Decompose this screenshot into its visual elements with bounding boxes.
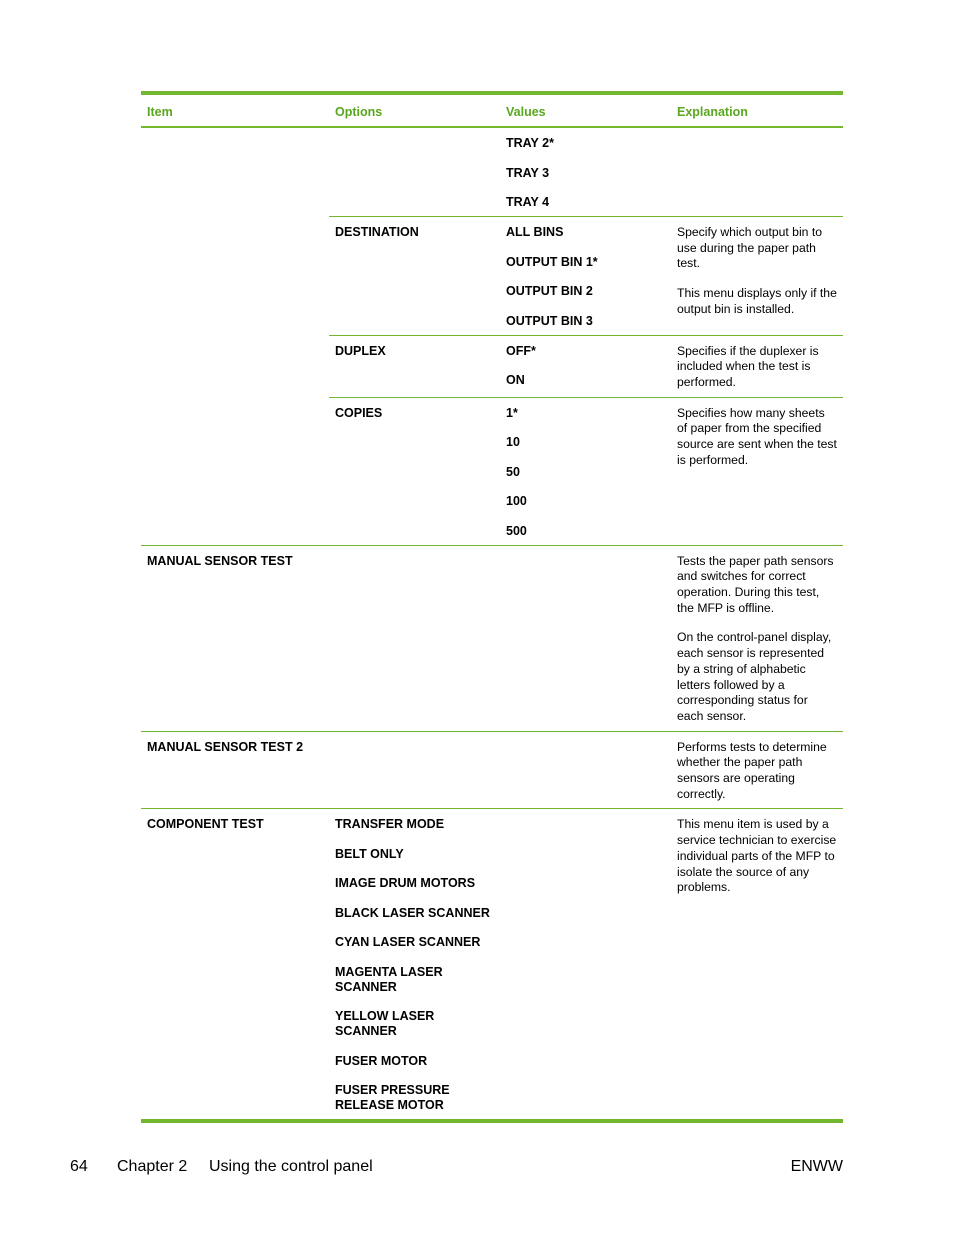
option-text: CYAN LASER SCANNER bbox=[335, 935, 481, 950]
option-text: FUSER PRESSURE RELEASE MOTOR bbox=[335, 1083, 450, 1113]
explanation-cell bbox=[671, 809, 843, 1120]
table-row bbox=[141, 731, 843, 809]
explanation-text: Tests the paper path sensors and switches for correct operation. During this test, the MFP is offline. bbox=[677, 553, 834, 615]
explanation-cell bbox=[671, 397, 843, 545]
explanation-text: This menu displays only if the output bin is installed. bbox=[677, 286, 837, 316]
explanation-text: Specify which output bin to use during the paper path test. bbox=[677, 225, 822, 271]
explanation-text: Specifies how many sheets of paper from the specified source are sent when the test is performed. bbox=[677, 405, 837, 467]
value-text: OUTPUT BIN 2 bbox=[506, 284, 593, 298]
menu-table-container bbox=[141, 91, 843, 1123]
menu-table bbox=[141, 95, 843, 1119]
option-text: TRANSFER MODE bbox=[335, 817, 445, 832]
item-cell: MANUAL SENSOR TEST 2 bbox=[141, 731, 329, 809]
explanation-cell bbox=[671, 335, 843, 397]
option-cell: DUPLEX bbox=[329, 335, 500, 397]
value-text: 50 bbox=[506, 464, 520, 479]
item-cell: COMPONENT TEST bbox=[141, 809, 329, 1120]
value-text: ON bbox=[506, 373, 525, 387]
values-cell bbox=[500, 335, 671, 397]
values-cell bbox=[500, 127, 671, 217]
table-header-row bbox=[141, 95, 843, 127]
values-cell bbox=[500, 397, 671, 545]
option-cell: DESTINATION bbox=[329, 217, 500, 336]
value-text: ALL BINS bbox=[506, 225, 564, 239]
header-explanation: Explanation bbox=[671, 95, 843, 127]
explanation-text: This menu item is used by a service technician to exercise individual parts of the MFP to isolate the source of any problems. bbox=[677, 817, 837, 895]
table-row bbox=[141, 397, 843, 545]
explanation-text: Specifies if the duplexer is included when the test is performed. bbox=[677, 343, 819, 389]
value-text: 10 bbox=[506, 435, 520, 450]
option-cell: COPIES bbox=[329, 397, 500, 545]
values-cell bbox=[500, 217, 671, 336]
table-row bbox=[141, 809, 843, 1120]
header-values: Values bbox=[500, 95, 671, 127]
brand-label: ENWW bbox=[790, 1158, 843, 1175]
value-text: TRAY 2* bbox=[506, 136, 554, 150]
value-text: TRAY 3 bbox=[506, 165, 550, 180]
chapter-title: Using the control panel bbox=[209, 1158, 373, 1175]
option-text: FUSER MOTOR bbox=[335, 1053, 428, 1068]
value-text: OFF* bbox=[506, 343, 536, 358]
table-row bbox=[141, 217, 843, 336]
explanation-cell bbox=[671, 731, 843, 809]
option-text: BLACK LASER SCANNER bbox=[335, 905, 490, 920]
header-item: Item bbox=[141, 95, 329, 127]
table-row bbox=[141, 127, 843, 217]
value-text: 500 bbox=[506, 523, 527, 538]
option-text: MAGENTA LASER SCANNER bbox=[335, 964, 443, 994]
explanation-text: On the control-panel display, each sensor is represented by a string of alphabetic letters followed by a corresponding status for each sensor. bbox=[677, 630, 832, 723]
explanation-cell bbox=[671, 545, 843, 731]
explanation-text: Performs tests to determine whether the paper path sensors are operating correctly. bbox=[677, 739, 827, 801]
value-text: OUTPUT BIN 1* bbox=[506, 254, 598, 269]
explanation-cell bbox=[671, 217, 843, 336]
value-text: 1* bbox=[506, 405, 518, 420]
header-options: Options bbox=[329, 95, 500, 127]
value-text: 100 bbox=[506, 494, 527, 509]
table-row bbox=[141, 545, 843, 731]
options-cell bbox=[329, 809, 500, 1120]
page-number: 64 bbox=[70, 1158, 88, 1175]
item-cell: MANUAL SENSOR TEST bbox=[141, 545, 329, 731]
option-text: YELLOW LASER SCANNER bbox=[335, 1009, 435, 1039]
value-text: OUTPUT BIN 3 bbox=[506, 313, 593, 328]
table-row bbox=[141, 335, 843, 397]
value-text: TRAY 4 bbox=[506, 195, 550, 209]
chapter-label: Chapter 2 bbox=[117, 1158, 188, 1175]
table-bottom-rule bbox=[141, 1119, 843, 1123]
option-text: IMAGE DRUM MOTORS bbox=[335, 876, 476, 891]
option-text: BELT ONLY bbox=[335, 846, 404, 861]
